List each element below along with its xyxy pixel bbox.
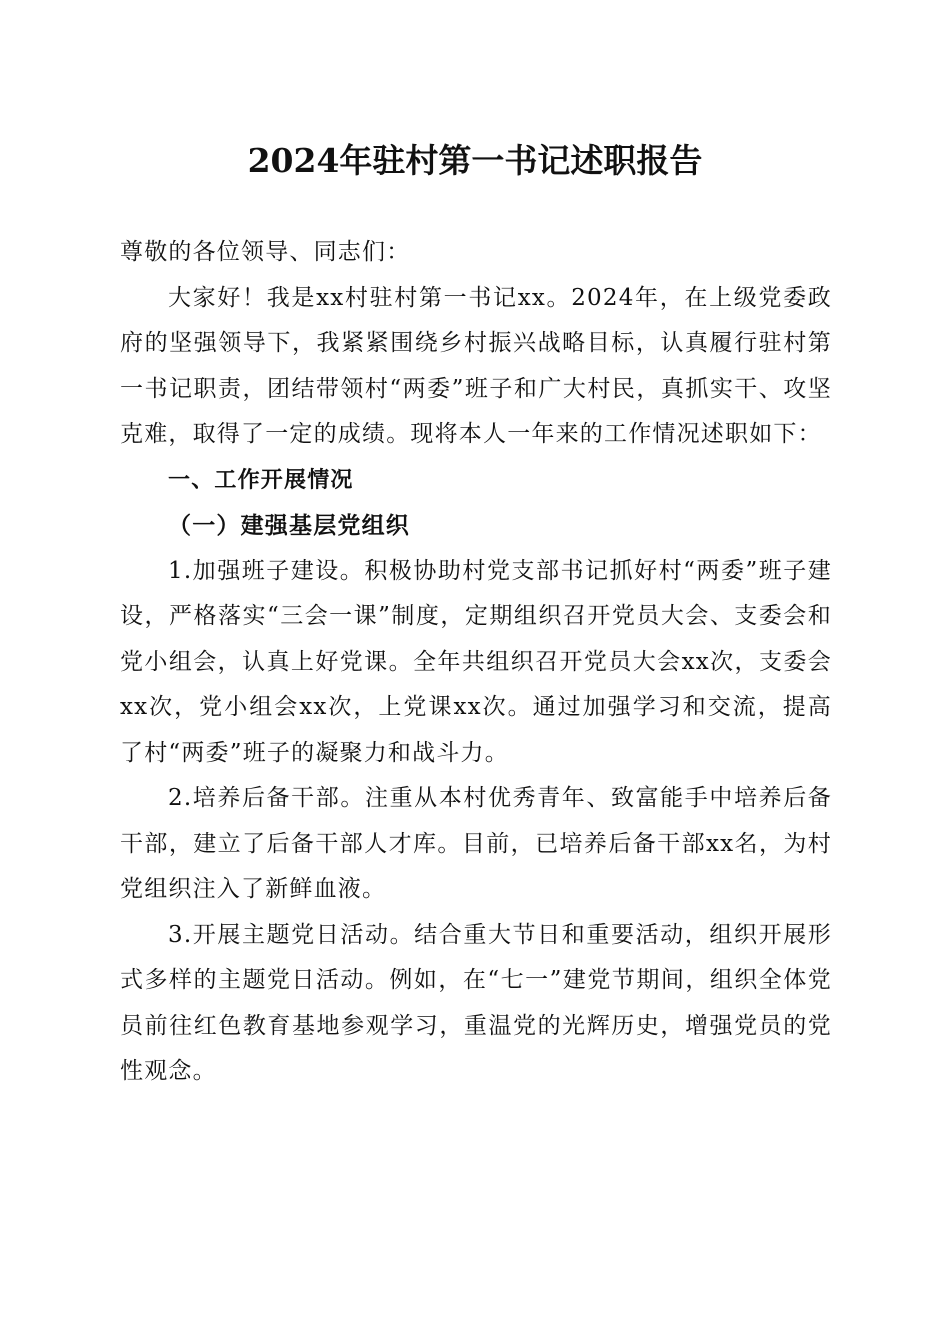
salutation: 尊敬的各位领导、同志们：	[120, 239, 411, 265]
subsection-heading: （一）建强基层党组织	[168, 512, 410, 539]
intro-paragraph: 大家好！我是xx村驻村第一书记xx。2024年，在上级党委政府的坚强领导下，我紧紧围绕乡村振兴战略目标，认真履行驻村第一书记职责，团结带领村“两委”班子和广大村民，真抓实干、攻坚克难，取得了一定的成绩。现将本人一年来的工作情况述职如下：	[120, 284, 832, 447]
paragraph-item-1: 1.加强班子建设。积极协助村党支部书记抓好村“两委”班子建设，严格落实“三会一课”制度，定期组织召开党员大会、支委会和党小组会，认真上好党课。全年共组织召开党员大会xx次，支委会xx次，党小组会xx次，上党课xx次。通过加强学习和交流，提高了村“两委”班子的凝聚力和战斗力。	[120, 557, 832, 766]
paragraph-item-2: 2.培养后备干部。注重从本村优秀青年、致富能手中培养后备干部，建立了后备干部人才库。目前，已培养后备干部xx名，为村党组织注入了新鲜血液。	[120, 785, 832, 902]
section-heading: 一、工作开展情况	[168, 467, 354, 493]
paragraph-item-3: 3.开展主题党日活动。结合重大节日和重要活动，组织开展形式多样的主题党日活动。例如，在“七一”建党节期间，组织全体党员前往红色教育基地参观学习，重温党的光辉历史，增强党员的党性观念。	[120, 921, 832, 1084]
document-body	[120, 230, 832, 1095]
document-title: 2024年驻村第一书记述职报告	[247, 141, 703, 180]
